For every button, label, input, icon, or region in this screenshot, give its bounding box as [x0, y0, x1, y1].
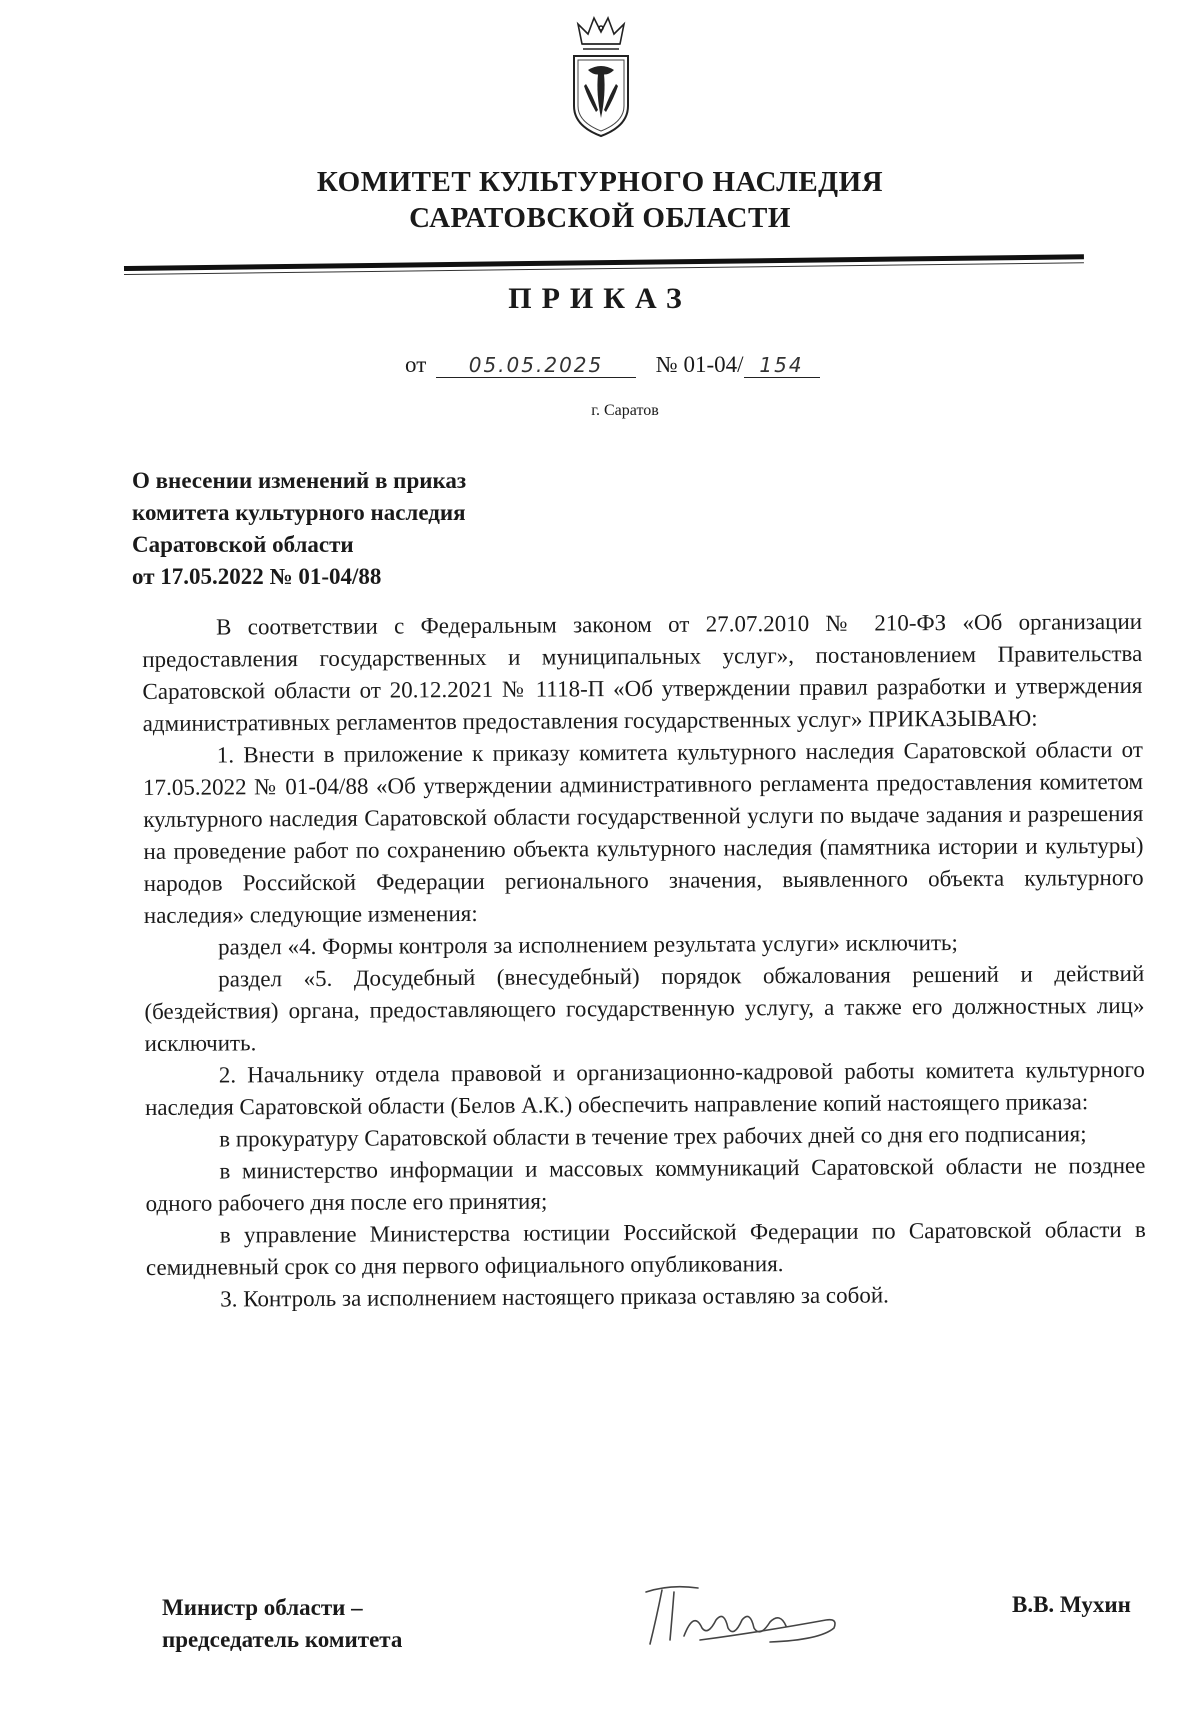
subject-line: от 17.05.2022 № 01-04/88: [132, 564, 382, 589]
body-paragraph-justice: в управление Министерства юстиции Российской Федерации по Саратовской области в семидневный срок со дня первого официального опубликования.: [145, 1216, 1146, 1280]
subject-line: О внесении изменений в приказ: [132, 468, 467, 493]
organization-name-line2: САРАТОВСКОЙ ОБЛАСТИ: [409, 202, 791, 234]
handwritten-signature: [640, 1580, 850, 1650]
number-prefix: № 01-04/: [655, 352, 744, 377]
order-subject: [132, 465, 652, 593]
body-paragraph-ministry: в министерство информации и массовых коммуникаций Саратовской области не позднее одного рабочего дня после его принятия;: [145, 1152, 1146, 1216]
signatory-name: В.В. Мухин: [1012, 1592, 1131, 1617]
date-prefix: от: [405, 352, 427, 377]
signatory-position-line2: председатель комитета: [162, 1627, 403, 1652]
order-body: [142, 606, 1146, 1316]
body-paragraph-preamble: В соответствии с Федеральным законом от 27.07.2010 № 210-ФЗ «Об организации предоставления государственных и муниципальных услуг», постановлением Правительства Саратовской области от 20.12.2021 № 1118-П «Об утверждении правил разработки и утверждения административных регламентов предоставления государственных услуг» ПРИКАЗЫВАЮ:: [142, 608, 1143, 736]
coat-of-arms-emblem: [568, 14, 634, 140]
city-label: г. Саратов: [591, 402, 659, 419]
body-paragraph-item-2: 2. Начальнику отдела правовой и организационно-кадровой работы комитета культурного наследия Саратовской области (Белов А.К.) обеспечить направление копий настоящего приказа:: [144, 1056, 1145, 1120]
date-number-line: [405, 352, 820, 378]
body-paragraph-section-5: раздел «5. Досудебный (внесудебный) порядок обжалования решений и действий (бездействия) органа, предоставляющего государственную услугу, а также его должностных лиц» исключить.: [144, 960, 1145, 1056]
subject-line: Саратовской области: [132, 532, 354, 557]
handwritten-number: 154: [744, 353, 820, 378]
document-type-title: ПРИКАЗ: [508, 282, 692, 315]
body-paragraph-item-3: 3. Контроль за исполнением настоящего приказа оставляю за собой.: [220, 1282, 889, 1312]
signatory-position: [162, 1592, 402, 1656]
subject-line: комитета культурного наследия: [132, 500, 466, 525]
body-paragraph-item-1: 1. Внести в приложение к приказу комитета культурного наследия Саратовской области от 17.05.2022 № 01-04/88 «Об утверждении административного регламента предоставления комитетом культурного наследия Саратовской области государственной услуги по выдаче задания и разрешения на проведение работ по сохранению объекта культурного наследия (памятника истории и культуры) народов Российской Федерации регионального значения, выявленного объекта культурного наследия» следующие изменения:: [142, 736, 1144, 928]
organization-name-line1: КОМИТЕТ КУЛЬТУРНОГО НАСЛЕДИЯ: [316, 166, 884, 198]
body-paragraph-section-4: раздел «4. Формы контроля за исполнением результата услуги» исключить;: [217, 930, 958, 960]
signatory-position-line1: Министр области –: [162, 1595, 363, 1620]
body-paragraph-prosecutor: в прокуратуру Саратовской области в течение трех рабочих дней со дня его подписания;: [219, 1121, 1087, 1152]
handwritten-date: 05.05.2025: [436, 353, 636, 378]
